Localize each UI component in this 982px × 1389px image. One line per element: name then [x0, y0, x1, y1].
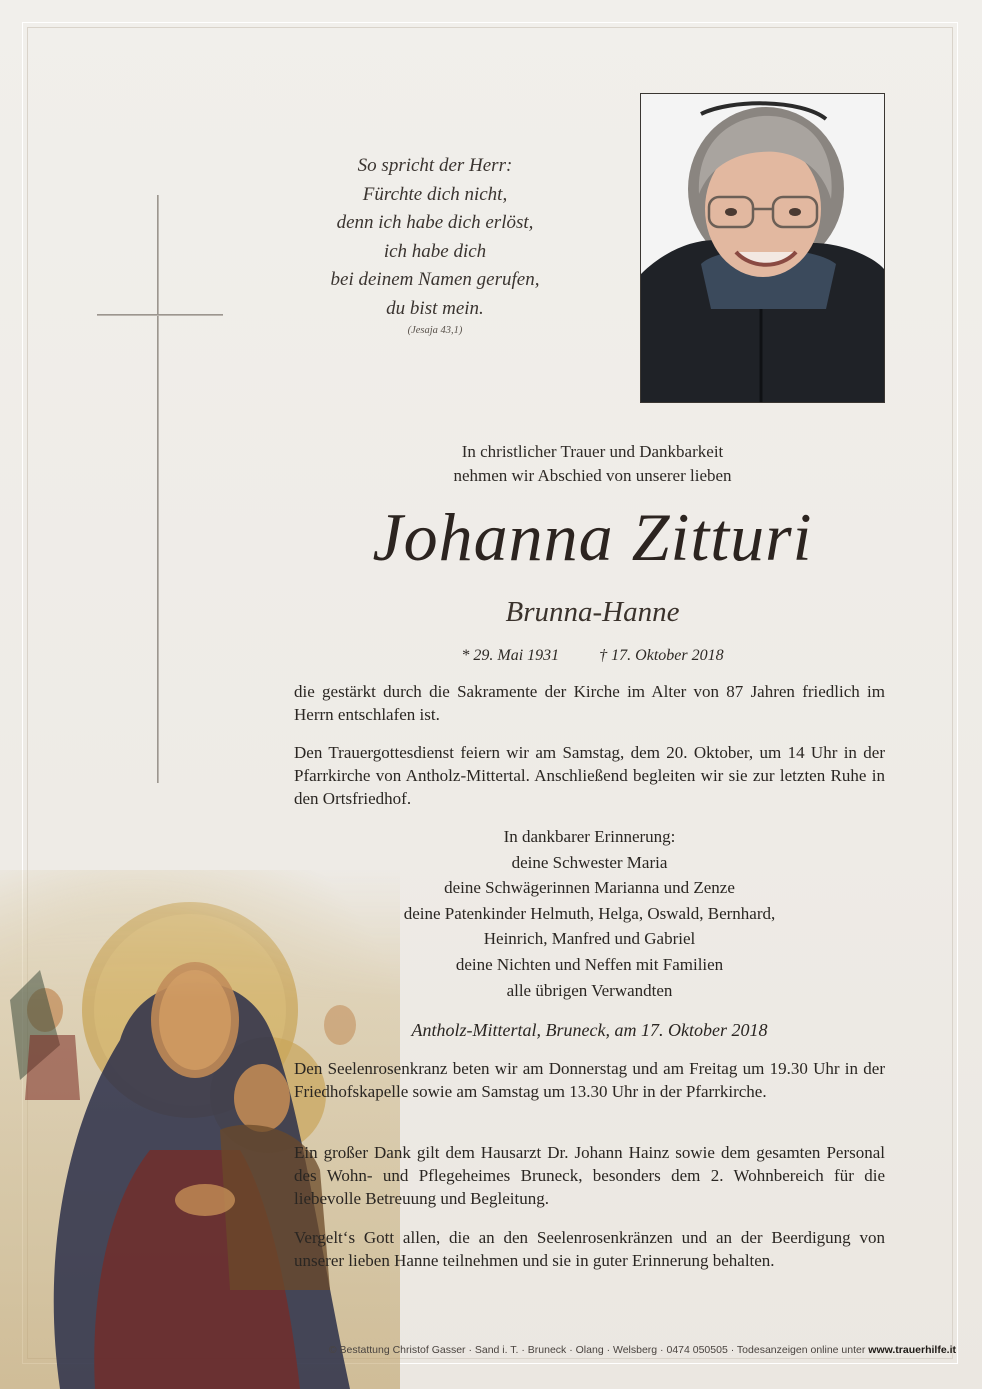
death-date: † 17. Oktober 2018	[599, 647, 724, 664]
quote-line: bei deinem Namen gerufen,	[330, 269, 540, 290]
bible-quote	[300, 152, 570, 323]
footer-text: © Bestattung Christof Gasser · Sand i. T. · Bruneck · Olang · Welsberg · 0474 050505 · Todesanzeigen online unter	[328, 1344, 869, 1356]
intro-line: nehmen wir Abschied von unserer lieben	[453, 466, 732, 485]
intro-text	[300, 440, 885, 488]
quote-line: Fürchte dich nicht,	[362, 183, 508, 205]
mourner-line: Heinrich, Manfred und Gabriel	[483, 929, 696, 949]
mourners-list	[294, 824, 885, 1003]
footer-website-link[interactable]: www.trauerhilfe.it	[868, 1344, 956, 1356]
paragraph-rosary: Den Seelenrosenkranz beten wir am Donnerstag und am Freitag um 19.30 Uhr in der Friedhofskapelle sowie am Samstag um 13.30 Uhr in der Pfarrkirche.	[294, 1059, 885, 1101]
intro-line: In christlicher Trauer und Dankbarkeit	[461, 442, 724, 461]
cross-horizontal-bar	[97, 314, 223, 316]
mourner-line: deine Patenkinder Helmuth, Helga, Oswald, Bernhard,	[403, 903, 776, 923]
paragraph-gratitude: Vergelt‘s Gott allen, die an den Seelenrosenkränzen und an der Beerdigung von unserer lieben Hanne teilnehmen und sie in guter Erinnerung behalten.	[294, 1228, 885, 1270]
mourners-heading: In dankbarer Erinnerung:	[503, 827, 676, 846]
paragraph-funeral-service: Den Trauergottesdienst feiern wir am Samstag, dem 20. Oktober, um 14 Uhr in der Pfarrkirche von Antholz-Mittertal. Anschließend begleiten wir sie zur letzten Ruhe in den Ortsfriedhof.	[294, 743, 885, 808]
life-dates	[300, 645, 885, 667]
birth-date: * 29. Mai 1931	[461, 647, 560, 664]
deceased-nickname: Brunna-Hanne	[505, 596, 680, 628]
paragraph-sacraments: die gestärkt durch die Sakramente der Kirche im Alter von 87 Jahren friedlich im Herrn entschlafen ist.	[294, 682, 885, 724]
quote-reference: (Jesaja 43,1)	[407, 325, 463, 336]
deceased-name: Johanna Zitturi	[372, 499, 813, 575]
paragraph-thanks: Ein großer Dank gilt dem Hausarzt Dr. Johann Hainz sowie dem gesamten Personal des Wohn- und Pflegeheimes Bruneck, besonders dem 2. Wohnbereich für die liebevolle Betreuung und Begleitung.	[294, 1143, 885, 1208]
mourner-line: deine Nichten und Neffen mit Familien	[455, 954, 724, 974]
quote-line: denn ich habe dich erlöst,	[336, 212, 534, 233]
place-and-date: Antholz-Mittertal, Bruneck, am 17. Oktober 2018	[411, 1020, 768, 1040]
mourner-line: alle übrigen Verwandten	[506, 980, 673, 1000]
quote-line: du bist mein.	[386, 297, 484, 319]
quote-line: ich habe dich	[383, 240, 487, 262]
portrait-photo	[640, 93, 885, 403]
quote-line: So spricht der Herr:	[357, 155, 513, 176]
portrait-illustration	[641, 94, 884, 402]
footer-credit	[230, 1343, 956, 1357]
mourner-line: deine Schwester Maria	[511, 852, 668, 872]
mourner-line: deine Schwägerinnen Marianna und Zenze	[444, 878, 735, 898]
cross-vertical-bar	[157, 195, 159, 783]
